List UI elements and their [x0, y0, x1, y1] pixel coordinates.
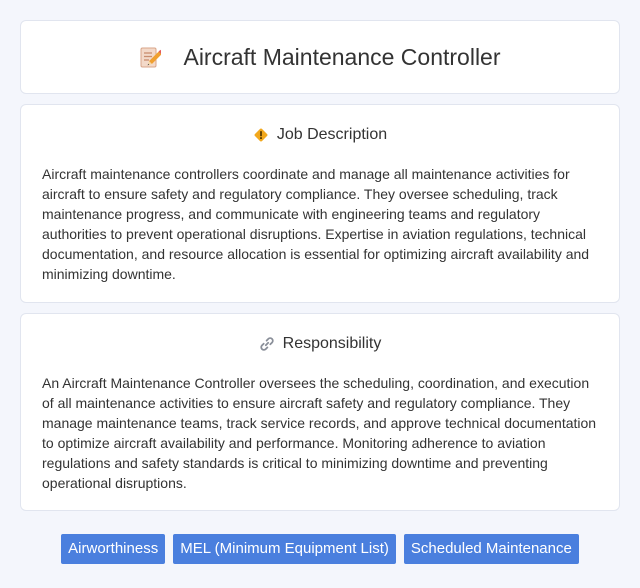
responsibility-text: An Aircraft Maintenance Controller oversees the scheduling, coordination, and execution of all maintenance activities to ensure aircraft safety and regulatory compliance. They manage maintenance teams, track service records, and approve technical documentation to optimize aircraft availability and performance. Monitoring adherence to aviation regulations and safety standards is critical to minimizing downtime and preventing operational disruptions. — [42, 375, 597, 491]
tag-list — [0, 534, 640, 564]
memo-pencil-icon — [139, 45, 161, 69]
job-description-heading-label: Job Description — [276, 126, 388, 143]
link-icon — [259, 336, 275, 352]
tag-scheduled-maintenance[interactable]: Scheduled Maintenance — [404, 534, 579, 564]
job-description-text: Aircraft maintenance controllers coordinate and manage all maintenance activities for aircraft to ensure safety and regulatory compliance. They oversee scheduling, track maintenance progress, and communicate with engineering teams and regulatory authorities to prevent operational disruptions. Expertise in aviation regulations, technical documentation, and resource allocation is essential for optimizing aircraft availability and minimizing downtime. — [42, 166, 590, 282]
tag-mel[interactable]: MEL (Minimum Equipment List) — [173, 534, 396, 564]
responsibility-heading-label: Responsibility — [282, 335, 382, 352]
responsibility-card — [20, 313, 620, 511]
job-description-card — [20, 104, 620, 303]
diamond-warning-icon — [253, 127, 269, 143]
page-title: Aircraft Maintenance Controller — [183, 43, 501, 70]
tag-airworthiness[interactable]: Airworthiness — [61, 534, 165, 564]
responsibility-heading — [21, 335, 619, 353]
job-description-heading — [21, 126, 619, 144]
title-card — [20, 20, 620, 94]
